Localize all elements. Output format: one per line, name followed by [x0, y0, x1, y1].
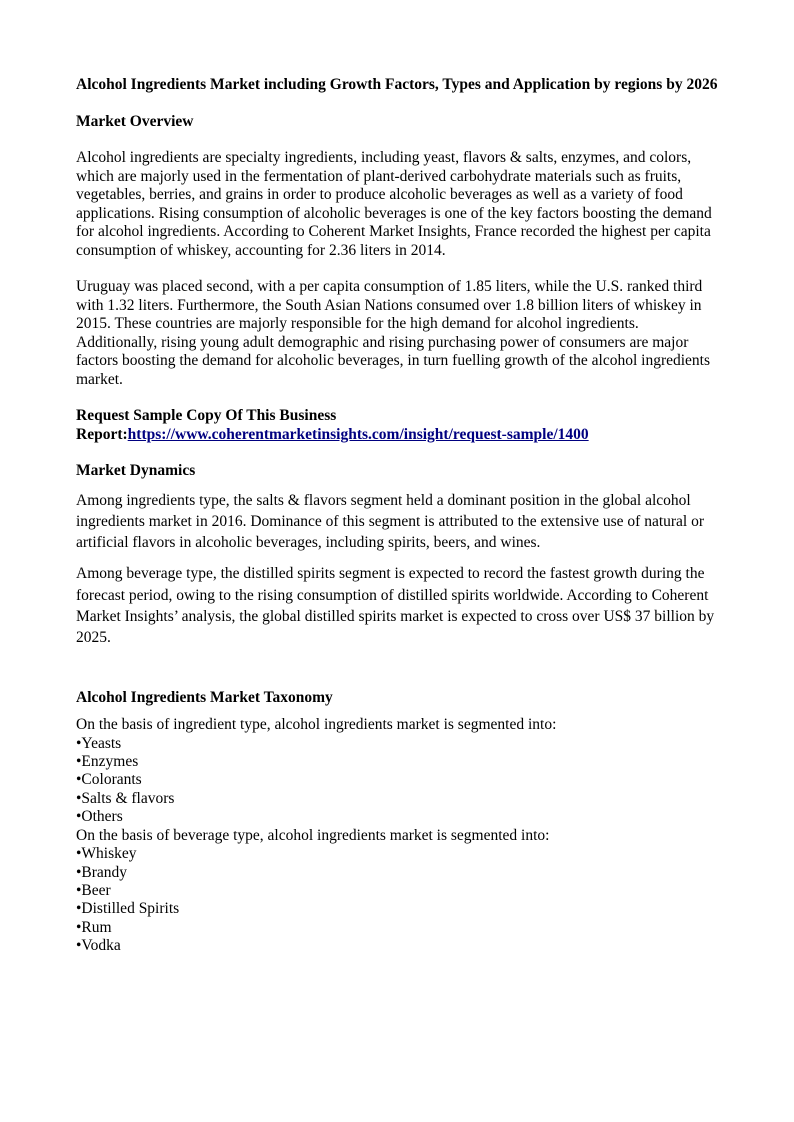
overview-paragraph-2: Uruguay was placed second, with a per capita consumption of 1.85 liters, while the U.S. ranked third with 1.32 liters. Furthermore, the South Asian Nations consumed over 1.8 billion liters of whiskey in 2015. These countries are majorly responsible for the high demand for alcohol ingredients. Additionally, rising young adult demographic and rising purchasing power of consumers are major factors boosting the demand for alcoholic beverages, in turn fuelling growth of the alcohol ingredients market.: [76, 278, 711, 388]
list-item: •Vodka: [76, 937, 121, 955]
ingredient-type-intro: On the basis of ingredient type, alcohol ingredients market is segmented into:: [76, 716, 557, 734]
beverage-type-list: [76, 845, 720, 955]
list-item: •Distilled Spirits: [76, 900, 180, 918]
taxonomy-heading: Alcohol Ingredients Market Taxonomy: [76, 688, 333, 706]
market-dynamics-heading: Market Dynamics: [76, 462, 196, 479]
request-sample-link[interactable]: https://www.coherentmarketinsights.com/insight/request-sample/1400: [127, 425, 589, 443]
overview-paragraph-1: Alcohol ingredients are specialty ingredients, including yeast, flavors & salts, enzymes, and colors, which are majorly used in the fermentation of plant-derived carbohydrate materials such as fruits, vegetables, berries, and grains in order to produce alcoholic beverages as well as a variety of food applications. Rising consumption of alcoholic beverages is one of the key factors boosting the demand for alcohol ingredients. According to Coherent Market Insights, France recorded the highest per capita consumption of whiskey, accounting for 2.36 liters in 2014.: [76, 149, 712, 259]
dynamics-paragraph-1: Among ingredients type, the salts & flavors segment held a dominant position in the global alcohol ingredients market in 2016. Dominance of this segment is attributed to the extensive use of natural or artificial flavors in alcoholic beverages, including spirits, beers, and wines.: [76, 491, 705, 552]
list-item: •Whiskey: [76, 845, 137, 863]
list-item: •Brandy: [76, 863, 128, 881]
ingredient-type-list: [76, 735, 720, 827]
list-item: •Rum: [76, 918, 112, 936]
market-overview-heading: Market Overview: [76, 112, 194, 130]
document-title: Alcohol Ingredients Market including Growth Factors, Types and Application by regions by 2026: [76, 76, 718, 93]
request-sample-block: [76, 407, 720, 444]
list-item: •Beer: [76, 881, 111, 899]
list-item: •Enzymes: [76, 752, 139, 770]
document-page: [76, 76, 720, 956]
request-report-prefix: Report:: [76, 425, 128, 443]
list-item: •Yeasts: [76, 734, 122, 752]
list-item: •Colorants: [76, 771, 142, 789]
beverage-type-intro: On the basis of beverage type, alcohol ingredients market is segmented into:: [76, 826, 550, 844]
list-item: •Salts & flavors: [76, 789, 175, 807]
request-sample-label: Request Sample Copy Of This Business: [76, 407, 337, 424]
dynamics-paragraph-2: Among beverage type, the distilled spirits segment is expected to record the fastest growth during the forecast period, owing to the rising consumption of distilled spirits worldwide. According to Coherent Market Insights’ analysis, the global distilled spirits market is expected to cross over US$ 37 billion by 2025.: [76, 565, 715, 647]
list-item: •Others: [76, 808, 123, 826]
